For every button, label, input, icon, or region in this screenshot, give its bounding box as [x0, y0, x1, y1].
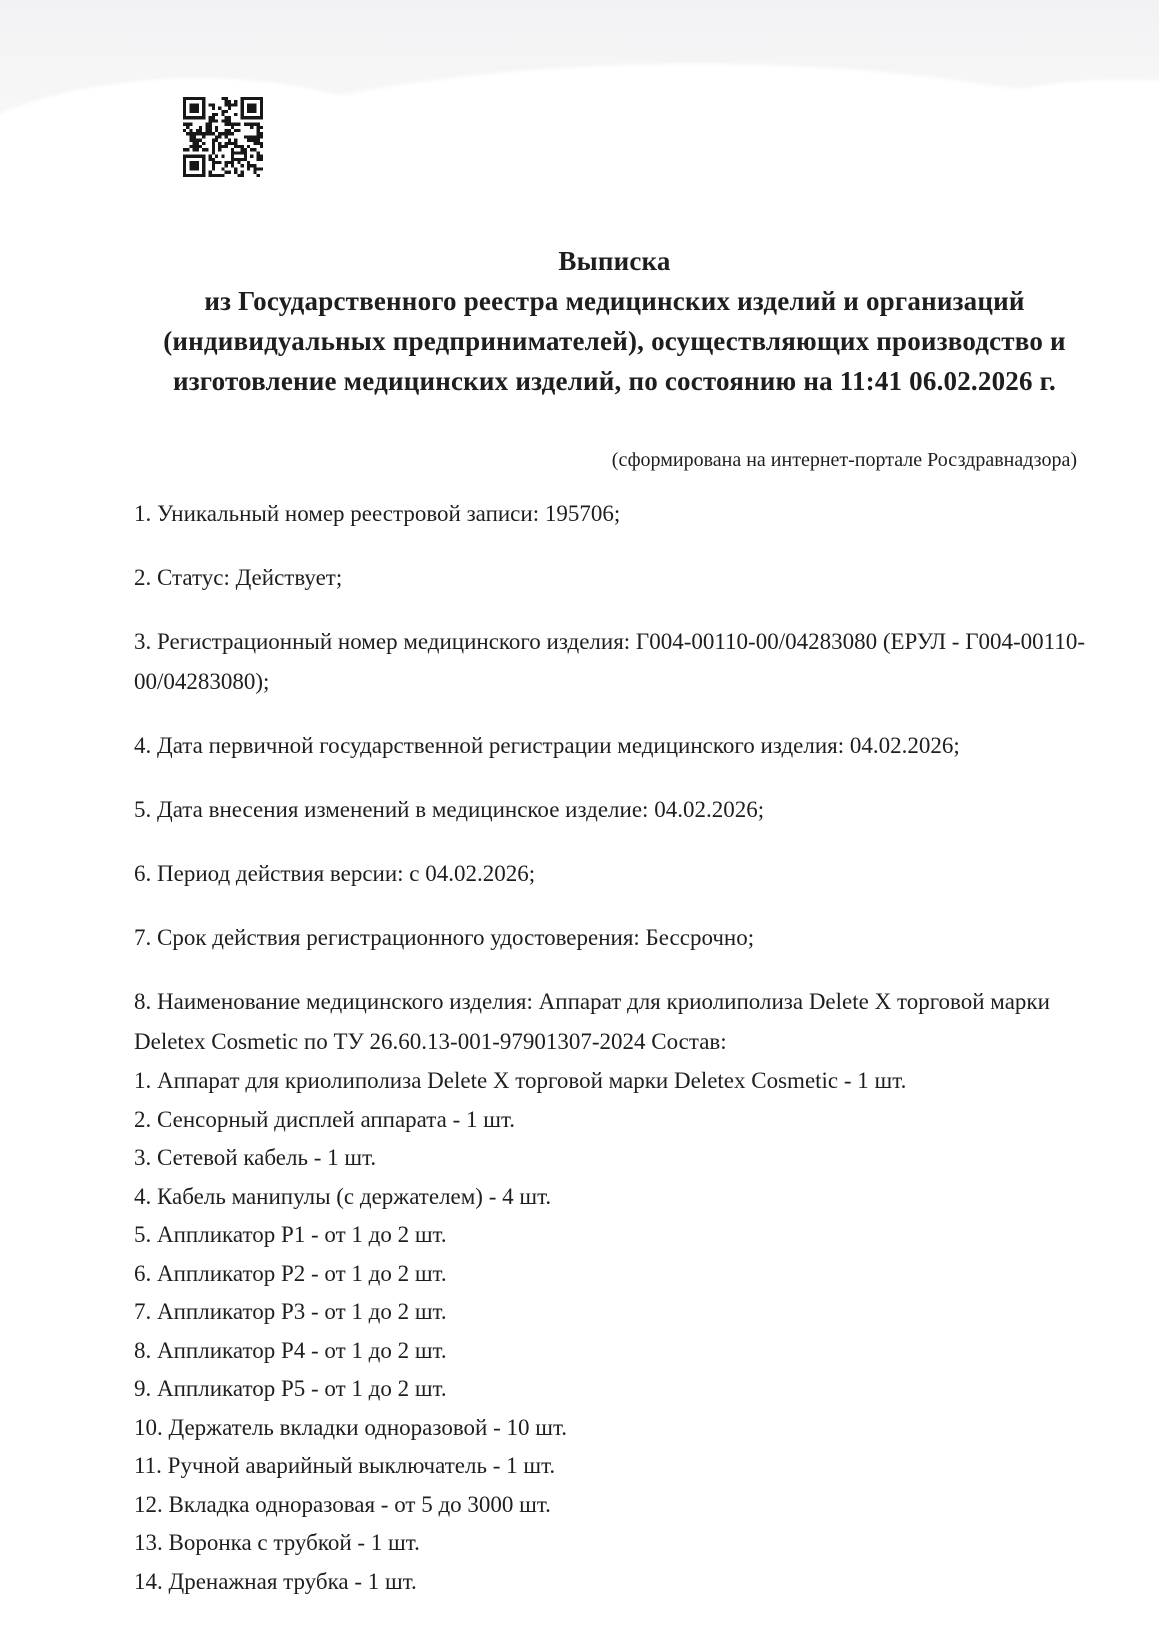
field-device-name: 8. Наименование медицинского изделия: Аппарат для криолиполиза Delete X торговой марки Deletex Cosmetic по ТУ 26.60.13-001-97901307-2024 Состав: — [134, 989, 1050, 1054]
composition-item-9: 9. Аппликатор P5 - от 1 до 2 шт. — [134, 1376, 447, 1401]
page-top-shading — [0, 0, 1159, 235]
composition-item-10: 10. Держатель вкладки одноразовой - 10 шт. — [134, 1414, 568, 1440]
composition-item-3: 3. Сетевой кабель - 1 шт. — [134, 1145, 377, 1170]
qr-code — [183, 97, 263, 177]
registry-fields — [134, 494, 1095, 1601]
title-line-1: Выписка — [558, 246, 671, 276]
composition-item-8: 8. Аппликатор P4 - от 1 до 2 шт. — [134, 1337, 447, 1363]
qr-code-graphic — [183, 97, 263, 177]
title-line-4: изготовление медицинских изделий, по состоянию на 11:41 06.02.2026 г. — [173, 366, 1056, 396]
field-certificate-validity: 7. Срок действия регистрационного удостоверения: Бессрочно; — [134, 925, 755, 950]
field-registration-number: 3. Регистрационный номер медицинского изделия: Г004-00110-00/04283080 (ЕРУЛ - Г004-00110-00/04283080); — [134, 629, 1085, 694]
composition-list — [134, 1062, 1095, 1601]
composition-item-4: 4. Кабель манипулы (с держателем) - 4 шт. — [134, 1183, 552, 1209]
title-line-3: (индивидуальных предпринимателей), осуществляющих производство и — [163, 326, 1066, 356]
composition-item-13: 13. Воронка с трубкой - 1 шт. — [134, 1530, 420, 1555]
composition-item-6: 6. Аппликатор P2 - от 1 до 2 шт. — [134, 1260, 447, 1286]
composition-item-2: 2. Сенсорный дисплей аппарата - 1 шт. — [134, 1106, 516, 1132]
composition-item-12: 12. Вкладка одноразовая - от 5 до 3000 шт. — [134, 1491, 551, 1517]
composition-item-5: 5. Аппликатор P1 - от 1 до 2 шт. — [134, 1222, 447, 1247]
document-title — [134, 241, 1095, 401]
field-version-period: 6. Период действия версии: с 04.02.2026; — [134, 861, 536, 886]
title-line-2: из Государственного реестра медицинских изделий и организаций — [204, 286, 1025, 316]
composition-item-1: 1. Аппарат для криолиполиза Delete X торговой марки Deletex Cosmetic - 1 шт. — [134, 1068, 907, 1093]
field-status: 2. Статус: Действует; — [134, 565, 343, 590]
field-amendment-date: 5. Дата внесения изменений в медицинское изделие: 04.02.2026; — [134, 797, 765, 822]
composition-item-11: 11. Ручной аварийный выключатель - 1 шт. — [134, 1453, 556, 1478]
field-first-registration-date: 4. Дата первичной государственной регистрации медицинского изделия: 04.02.2026; — [134, 733, 960, 758]
field-unique-number: 1. Уникальный номер реестровой записи: 195706; — [134, 501, 621, 526]
subtitle-note: (сформирована на интернет-портале Росздравнадзора) — [611, 449, 1077, 471]
composition-item-7: 7. Аппликатор P3 - от 1 до 2 шт. — [134, 1299, 447, 1324]
composition-item-14: 14. Дренажная трубка - 1 шт. — [134, 1568, 417, 1594]
